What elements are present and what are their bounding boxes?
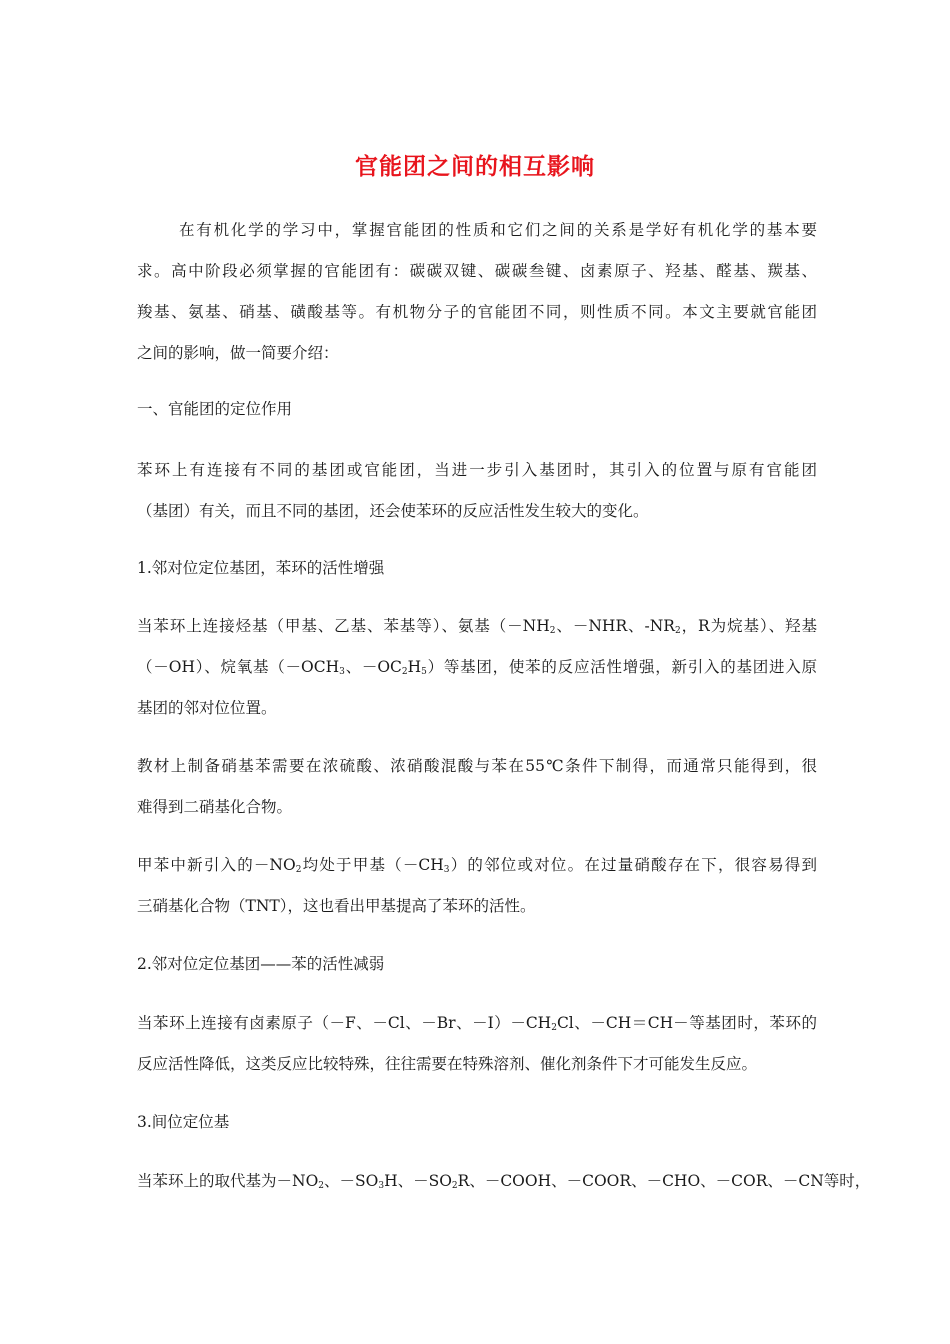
paragraph-line xyxy=(137,1003,817,1044)
subheading-2 xyxy=(137,944,817,985)
text-run: 甲苯中新引入的－NO xyxy=(137,856,296,874)
toluene-paragraph xyxy=(137,845,817,927)
text-run: （－OH）、烷氧基（－OCH xyxy=(137,658,340,676)
paragraph-line: 三硝基化合物（TNT），这也看出甲基提高了苯环的活性。 xyxy=(137,897,536,915)
paragraph-line: 教材上制备硝基苯需要在浓硫酸、浓硝酸混酸与苯在55℃条件下制得，而通常只能得到，很 xyxy=(137,757,817,775)
text-run: H xyxy=(407,658,422,676)
subscript: 3 xyxy=(443,865,450,875)
text-run: R、－COOH、－COOR、－CHO、－COR、－CN等时， xyxy=(457,1172,871,1190)
halogen-paragraph xyxy=(137,1003,817,1085)
subscript: 3 xyxy=(378,1181,385,1191)
textbook-paragraph xyxy=(137,746,817,828)
paragraph-line: 难得到二硝基化合物。 xyxy=(137,798,293,816)
paragraph-line: （基团）有关，而且不同的基团，还会使苯环的反应活性发生较大的变化。 xyxy=(137,502,649,520)
text-run: 当苯环上的取代基为－NO xyxy=(137,1172,319,1190)
paragraph-line xyxy=(137,1161,871,1202)
subheading-1 xyxy=(137,548,817,589)
text-run: ，R为烷基）、羟基 xyxy=(680,617,817,635)
text-run: 、－SO xyxy=(324,1172,379,1190)
subscript: 2 xyxy=(295,865,302,875)
subheading-text: 1.邻对位定位基团，苯环的活性增强 xyxy=(137,559,385,577)
subscript: 5 xyxy=(421,667,427,677)
intro-paragraph xyxy=(137,210,817,374)
section-heading-text: 一、官能团的定位作用 xyxy=(137,400,293,418)
subheading-text: 3.间位定位基 xyxy=(137,1113,230,1131)
meta-paragraph xyxy=(137,1161,871,1202)
text-run: ）的邻位或对位。在过量硝酸存在下，很容易得到 xyxy=(449,856,817,874)
text-run: H、－SO xyxy=(384,1172,452,1190)
subheading-3 xyxy=(137,1102,817,1143)
subscript: 2 xyxy=(451,1181,458,1191)
page-title: 官能团之间的相互影响 xyxy=(355,154,595,180)
subheading-text: 2.邻对位定位基团——苯的活性减弱 xyxy=(137,955,385,973)
subscript: 3 xyxy=(339,667,345,677)
intro-line: 在有机化学的学习中，掌握官能团的性质和它们之间的关系是学好有机化学的基本要 xyxy=(179,221,817,239)
subscript: 2 xyxy=(551,1023,557,1033)
intro-line: 羧基、氨基、硝基、磺酸基等。有机物分子的官能团不同，则性质不同。本文主要就官能团 xyxy=(137,303,817,321)
intro-line: 求。高中阶段必须掌握的官能团有：碳碳双键、碳碳叁键、卤素原子、羟基、醛基、羰基、 xyxy=(137,262,817,280)
paragraph-line xyxy=(137,647,817,688)
text-run: 当苯环上连接有卤素原子（－F、－Cl、－Br、－I）－CH xyxy=(137,1014,552,1032)
subscript: 2 xyxy=(549,626,556,636)
paragraph-line xyxy=(137,606,817,647)
subscript: 2 xyxy=(674,626,681,636)
section-heading xyxy=(137,389,817,430)
paragraph-line: 苯环上有连接有不同的基团或官能团，当进一步引入基团时，其引入的位置与原有官能团 xyxy=(137,461,817,479)
text-run: 、－NHR、-NR xyxy=(555,617,675,635)
text-run: 、－OC xyxy=(344,658,402,676)
intro-line: 之间的影响，做一简要介绍： xyxy=(137,344,339,362)
text-run: 均处于甲基（－CH xyxy=(301,856,444,874)
paragraph-line xyxy=(137,845,817,886)
ring-paragraph xyxy=(137,450,817,532)
paragraph-line: 反应活性降低，这类反应比较特殊，往往需要在特殊溶剂、催化剂条件下才可能发生反应。 xyxy=(137,1055,758,1073)
subscript: 2 xyxy=(318,1181,325,1191)
text-run: 当苯环上连接烃基（甲基、乙基、苯基等）、氨基（－NH xyxy=(137,617,550,635)
paragraph-line: 基团的邻对位位置。 xyxy=(137,699,277,717)
activating-paragraph xyxy=(137,606,817,729)
text-run: Cl、－CH＝CH－等基团时，苯环的 xyxy=(556,1014,818,1032)
subscript: 2 xyxy=(401,667,408,677)
text-run: ）等基团，使苯的反应活性增强，新引入的基团进入原 xyxy=(426,658,817,676)
